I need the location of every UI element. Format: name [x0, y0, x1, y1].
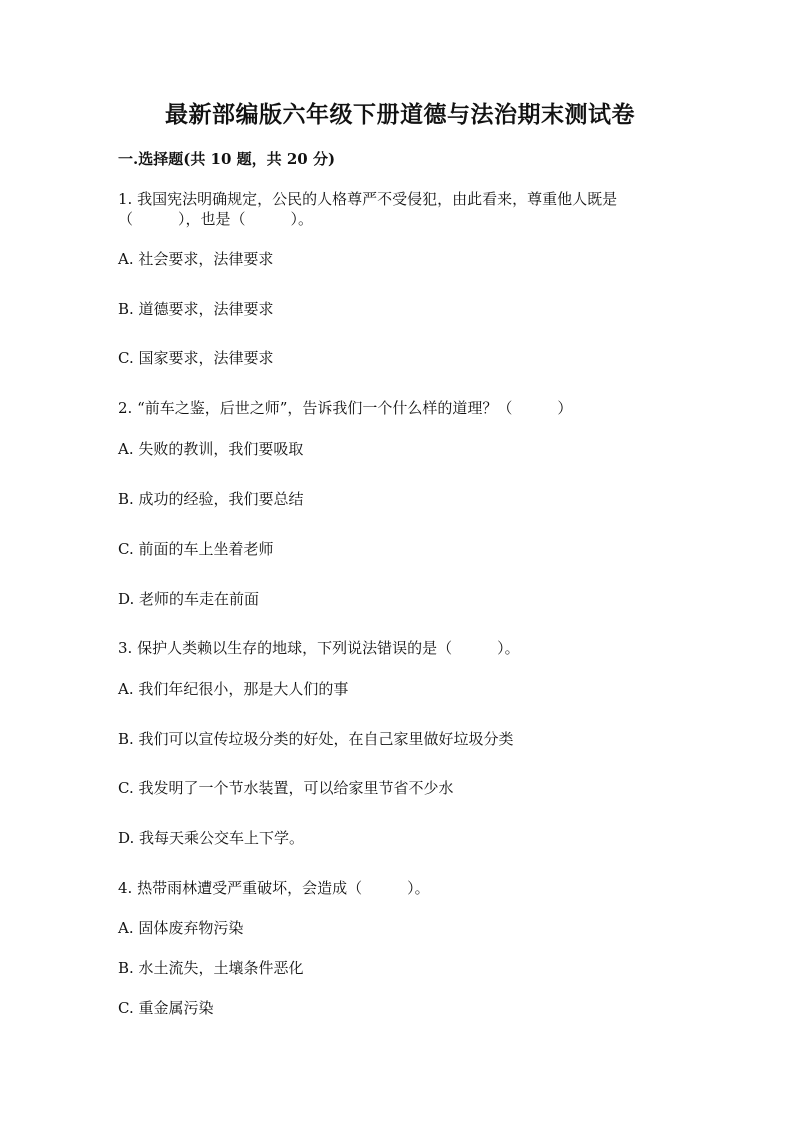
question-4-option-c: C. 重金属污染 — [118, 999, 214, 1017]
question-4-option-b: B. 水土流失，土壤条件恶化 — [118, 959, 304, 977]
question-1-option-a: A. 社会要求，法律要求 — [118, 250, 274, 268]
question-3-option-a: A. 我们年纪很小，那是大人们的事 — [118, 680, 349, 698]
question-3-option-c: C. 我发明了一个节水装置，可以给家里节省不少水 — [118, 779, 454, 797]
question-3-stem: 3. 保护人类赖以生存的地球，下列说法错误的是（ ）。 — [118, 639, 520, 657]
question-2-option-c: C. 前面的车上坐着老师 — [118, 540, 274, 558]
question-2-option-d: D. 老师的车走在前面 — [118, 590, 260, 608]
page-title: 最新部编版六年级下册道德与法治期末测试卷 — [165, 101, 635, 128]
question-3-option-b: B. 我们可以宣传垃圾分类的好处，在自己家里做好垃圾分类 — [118, 730, 514, 748]
question-1-option-c: C. 国家要求，法律要求 — [118, 349, 274, 367]
question-1-stem-line-1: 1. 我国宪法明确规定，公民的人格尊严不受侵犯，由此看来，尊重他人既是 — [118, 190, 618, 208]
question-1-option-b: B. 道德要求，法律要求 — [118, 300, 274, 318]
question-4-stem: 4. 热带雨林遭受严重破坏，会造成（ ）。 — [118, 879, 430, 897]
section-heading: 一.选择题(共 10 题，共 20 分) — [118, 150, 336, 168]
question-2-stem: 2. “前车之鉴，后世之师”，告诉我们一个什么样的道理？（ ） — [118, 399, 573, 417]
question-1-stem-line-2: （ ），也是（ ）。 — [118, 210, 314, 228]
question-2-option-a: A. 失败的教训，我们要吸取 — [118, 440, 304, 458]
question-2-option-b: B. 成功的经验，我们要总结 — [118, 490, 304, 508]
question-4-option-a: A. 固体废弃物污染 — [118, 919, 244, 937]
question-3-option-d: D. 我每天乘公交车上下学。 — [118, 829, 305, 847]
